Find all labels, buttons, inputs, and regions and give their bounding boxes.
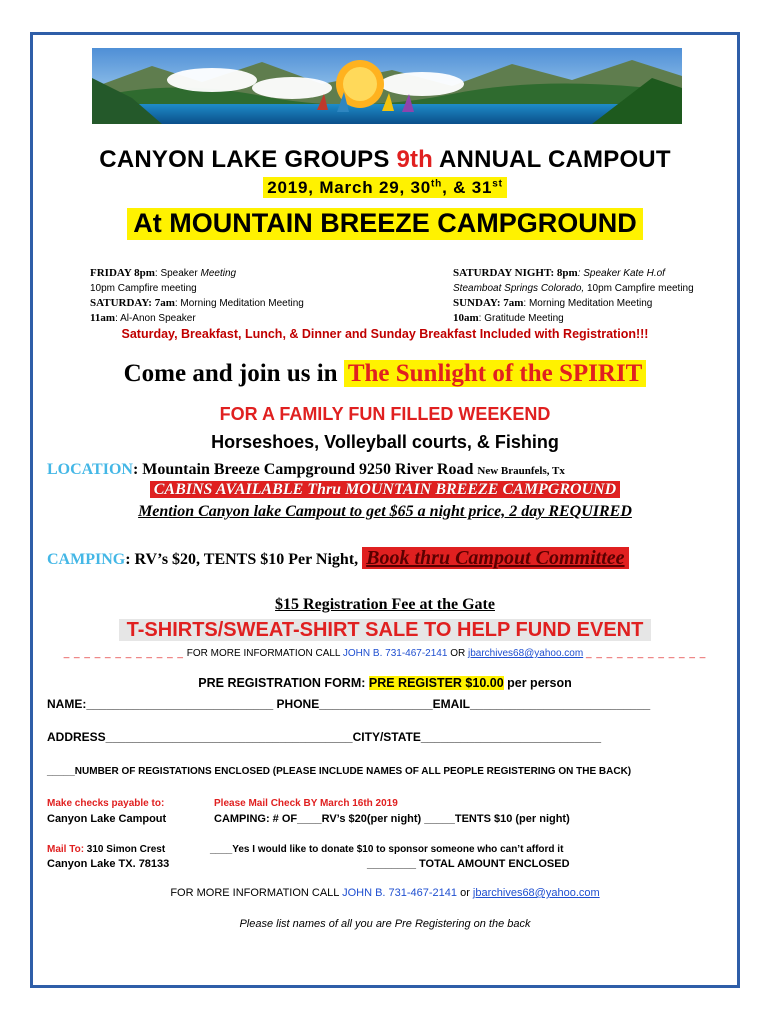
invite-highlight: The Sunlight of the SPIRIT	[344, 360, 647, 387]
date-part-a: 2019, March 29, 30	[267, 178, 432, 197]
activities-line: Horseshoes, Volleyball courts, & Fishing	[211, 432, 559, 452]
footer-or: or	[457, 887, 473, 899]
sat2-text: : Al-Anon Speaker	[115, 313, 196, 324]
camping-label: CAMPING	[47, 551, 126, 568]
sat-label: SATURDAY: 7am	[90, 297, 175, 309]
schedule-sunday-2	[453, 311, 694, 326]
sun-label: SUNDAY: 7am	[453, 297, 524, 309]
info-line	[0, 648, 770, 659]
satn2-loc: Steamboat Springs Colorado,	[453, 283, 585, 294]
info-or: OR	[447, 648, 468, 659]
schedule-saturday-night-2	[453, 281, 694, 296]
camping-text: : RV’s $20, TENTS $10 Per Night,	[125, 551, 359, 568]
address-city-fields[interactable]: ADDRESS_____________________________________CITY/STATE___________________________	[47, 730, 602, 744]
sat-text: : Morning Meditation Meeting	[174, 298, 304, 309]
sun2-text: : Gratitude Meeting	[478, 313, 564, 324]
location-label: LOCATION	[47, 461, 133, 478]
mail-to	[47, 844, 165, 855]
final-note: Please list names of all you are Pre Registering on the back	[239, 918, 531, 930]
date-sup-a: th	[431, 178, 443, 190]
footer-contact	[0, 887, 770, 899]
footer-contact-name: JOHN B. 731-467-2141	[342, 887, 458, 899]
donate-field[interactable]: ____Yes I would like to donate $10 to sponsor someone who can’t afford it	[210, 844, 564, 855]
schedule-friday-2	[90, 281, 304, 296]
fri2-time: 10pm	[90, 283, 116, 294]
mail-deadline: Please Mail Check BY March 16th 2019	[214, 798, 398, 809]
title-text: CANYON LAKE GROUPS	[99, 146, 397, 173]
title-text-end: ANNUAL CAMPOUT	[433, 146, 671, 173]
book-committee: Book thru Campout Committee	[362, 547, 628, 569]
location-text: : Mountain Breeze Campground 9250 River Road	[132, 461, 478, 478]
mail-to-city: Canyon Lake TX. 78133	[47, 858, 170, 870]
satn-label: SATURDAY NIGHT: 8pm	[453, 267, 578, 279]
info-pre: FOR MORE INFORMATION CALL	[184, 648, 343, 659]
payable-label: Make checks payable to:	[47, 798, 165, 809]
schedule-saturday	[90, 296, 304, 311]
registrations-count-field[interactable]: _____NUMBER OF REGISTATIONS ENCLOSED (PLEASE INCLUDE NAMES OF ALL PEOPLE REGISTERING ON THE BACK)	[47, 766, 632, 777]
satn2-time: 10pm	[584, 283, 612, 294]
lake-sunrise-banner	[92, 48, 682, 124]
satn-text: : Speaker Kate H.of	[577, 268, 665, 279]
pre-suffix: per person	[503, 676, 572, 690]
schedule-right	[453, 266, 694, 326]
schedule-saturday-2	[90, 311, 304, 326]
meals-included: Saturday, Breakfast, Lunch, & Dinner and Sunday Breakfast Included with Registration!!!	[121, 327, 649, 341]
event-dates	[0, 178, 770, 198]
invite-heading	[0, 360, 770, 388]
date-sup-b: st	[492, 178, 503, 190]
camping-count-fields[interactable]: CAMPING: # OF____RV’s $20(per night) _____TENTS $10 (per night)	[214, 813, 570, 825]
satn2-text: Campfire meeting	[611, 283, 694, 294]
tshirt-sale	[0, 619, 770, 642]
title-ordinal: 9th	[396, 146, 434, 173]
camping-line	[47, 547, 629, 570]
venue-heading	[0, 208, 770, 239]
invite-text: Come and join us in	[123, 360, 344, 387]
pre-price: PRE REGISTER $10.00	[368, 676, 504, 690]
schedule-left	[90, 266, 304, 326]
location-city: New Braunfels, Tx	[477, 465, 565, 477]
pre-text: PRE REGISTRATION FORM:	[198, 676, 369, 690]
schedule-sunday	[453, 296, 694, 311]
cabins-line	[0, 481, 770, 499]
fri-meeting: Meeting	[200, 268, 237, 279]
fri2-text: Campfire meeting	[115, 283, 197, 294]
dash-right: _ _ _ _ _ _ _ _ _ _ _ _	[585, 648, 707, 659]
registration-fee: $15 Registration Fee at the Gate	[275, 596, 495, 613]
sun-text: : Morning Meditation Meeting	[523, 298, 653, 309]
schedule-saturday-night	[453, 266, 694, 281]
name-phone-email-fields[interactable]: NAME:____________________________ PHONE_________________EMAIL___________________________	[47, 697, 651, 711]
schedule-friday	[90, 266, 304, 281]
footer-pre: FOR MORE INFORMATION CALL	[170, 887, 343, 899]
fri-label: FRIDAY 8pm	[90, 267, 155, 279]
page-title	[0, 146, 770, 174]
mail-to-label: Mail To:	[47, 844, 85, 855]
info-contact: JOHN B. 731-467-2141	[342, 648, 448, 659]
payable-value: Canyon Lake Campout	[47, 813, 167, 825]
dash-left: _ _ _ _ _ _ _ _ _ _ _ _	[63, 648, 184, 659]
info-email-link[interactable]: jbarchives68@yahoo.com	[467, 648, 584, 659]
family-heading: FOR A FAMILY FUN FILLED WEEKEND	[219, 404, 551, 424]
pre-registration-heading	[0, 676, 770, 690]
tshirt-text: T-SHIRTS/SWEAT-SHIRT SALE TO HELP FUND EVENT	[119, 619, 652, 641]
sat2-time: 11am	[90, 312, 116, 324]
fri-text: : Speaker	[154, 268, 201, 279]
cabins-text: CABINS AVAILABLE Thru MOUNTAIN BREEZE CAMPGROUND	[150, 481, 620, 498]
mention-line: Mention Canyon lake Campout to get $65 a night price, 2 day REQUIRED	[138, 503, 632, 520]
sun2-time: 10am	[453, 312, 479, 324]
venue-text: At MOUNTAIN BREEZE CAMPGROUND	[127, 208, 642, 240]
date-part-b: , & 31	[442, 178, 493, 197]
location-line	[47, 461, 565, 479]
total-amount-field[interactable]: ________ TOTAL AMOUNT ENCLOSED	[367, 858, 570, 870]
footer-email-link[interactable]: jbarchives68@yahoo.com	[472, 887, 600, 899]
mail-to-address: 310 Simon Crest	[84, 844, 166, 855]
